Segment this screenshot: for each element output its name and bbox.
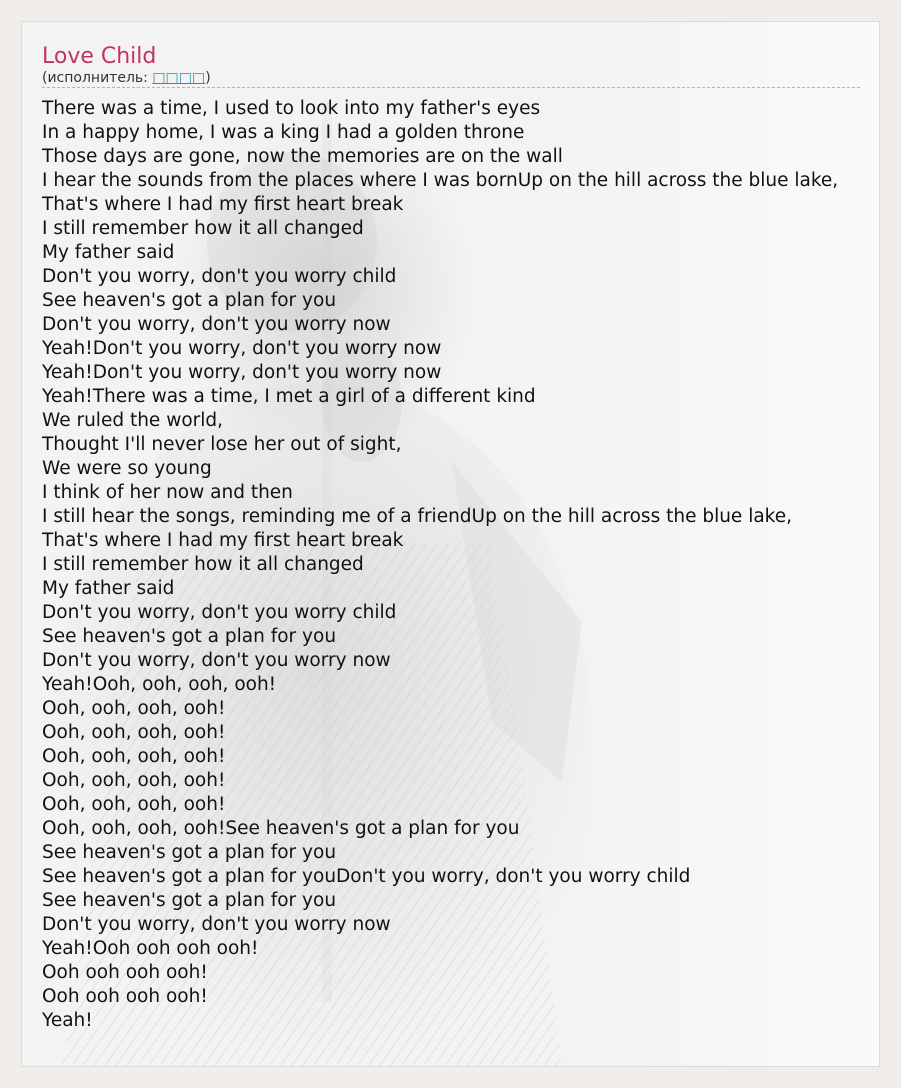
lyric-line: I still hear the songs, reminding me of a friendUp on the hill across the blue lake, <box>42 506 792 527</box>
lyric-line: Ooh, ooh, ooh, ooh! <box>42 722 226 743</box>
lyric-line: We ruled the world, <box>42 410 224 431</box>
artist-link[interactable]: □□□□ <box>152 70 206 86</box>
lyric-line: I still remember how it all changed <box>42 554 364 575</box>
lyric-line: That's where I had my first heart break <box>42 194 404 215</box>
lyric-line: See heaven's got a plan for you <box>42 842 337 863</box>
artist-suffix: ) <box>205 70 211 86</box>
lyric-line: Don't you worry, don't you worry child <box>42 602 397 623</box>
song-title: Love Child <box>42 44 157 69</box>
lyric-line: Thought I'll never lose her out of sight, <box>42 434 402 455</box>
lyric-line: Ooh, ooh, ooh, ooh! <box>42 746 226 767</box>
lyric-line: Ooh ooh ooh ooh! <box>42 962 208 983</box>
lyric-line: Ooh, ooh, ooh, ooh! <box>42 770 226 791</box>
lyrics-card <box>21 21 880 1067</box>
artist-line <box>42 70 860 88</box>
lyric-line: In a happy home, I was a king I had a golden throne <box>42 122 525 143</box>
lyric-line: Don't you worry, don't you worry now <box>42 314 391 335</box>
lyric-line: Don't you worry, don't you worry now <box>42 650 391 671</box>
lyric-line: See heaven's got a plan for youDon't you worry, don't you worry child <box>42 866 691 887</box>
lyric-line: Yeah! <box>42 1010 93 1031</box>
lyric-line: We were so young <box>42 458 212 479</box>
lyric-line: There was a time, I used to look into my father's eyes <box>42 98 541 119</box>
lyric-line: See heaven's got a plan for you <box>42 626 337 647</box>
lyric-line: See heaven's got a plan for you <box>42 890 337 911</box>
lyric-line: I still remember how it all changed <box>42 218 364 239</box>
lyric-line: Yeah!Don't you worry, don't you worry now <box>42 362 442 383</box>
lyric-line: Ooh, ooh, ooh, ooh! <box>42 794 226 815</box>
lyric-line: Don't you worry, don't you worry child <box>42 266 397 287</box>
lyric-line: Ooh ooh ooh ooh! <box>42 986 208 1007</box>
lyrics-content <box>42 44 879 1033</box>
lyric-line: Yeah!There was a time, I met a girl of a different kind <box>42 386 536 407</box>
artist-prefix: (исполнитель: <box>42 70 153 86</box>
lyric-line: I hear the sounds from the places where I was bornUp on the hill across the blue lake, <box>42 170 839 191</box>
lyric-line: Ooh, ooh, ooh, ooh!See heaven's got a plan for you <box>42 818 520 839</box>
lyric-line: Yeah!Ooh, ooh, ooh, ooh! <box>42 674 277 695</box>
lyrics-text <box>42 97 879 1033</box>
lyric-line: Don't you worry, don't you worry now <box>42 914 391 935</box>
lyric-line: That's where I had my first heart break <box>42 530 404 551</box>
lyric-line: My father said <box>42 578 175 599</box>
lyric-line: Ooh, ooh, ooh, ooh! <box>42 698 226 719</box>
lyric-line: Those days are gone, now the memories are on the wall <box>42 146 563 167</box>
lyric-line: Yeah!Don't you worry, don't you worry now <box>42 338 442 359</box>
lyric-line: My father said <box>42 242 175 263</box>
lyric-line: I think of her now and then <box>42 482 293 503</box>
lyric-line: Yeah!Ooh ooh ooh ooh! <box>42 938 259 959</box>
lyric-line: See heaven's got a plan for you <box>42 290 337 311</box>
